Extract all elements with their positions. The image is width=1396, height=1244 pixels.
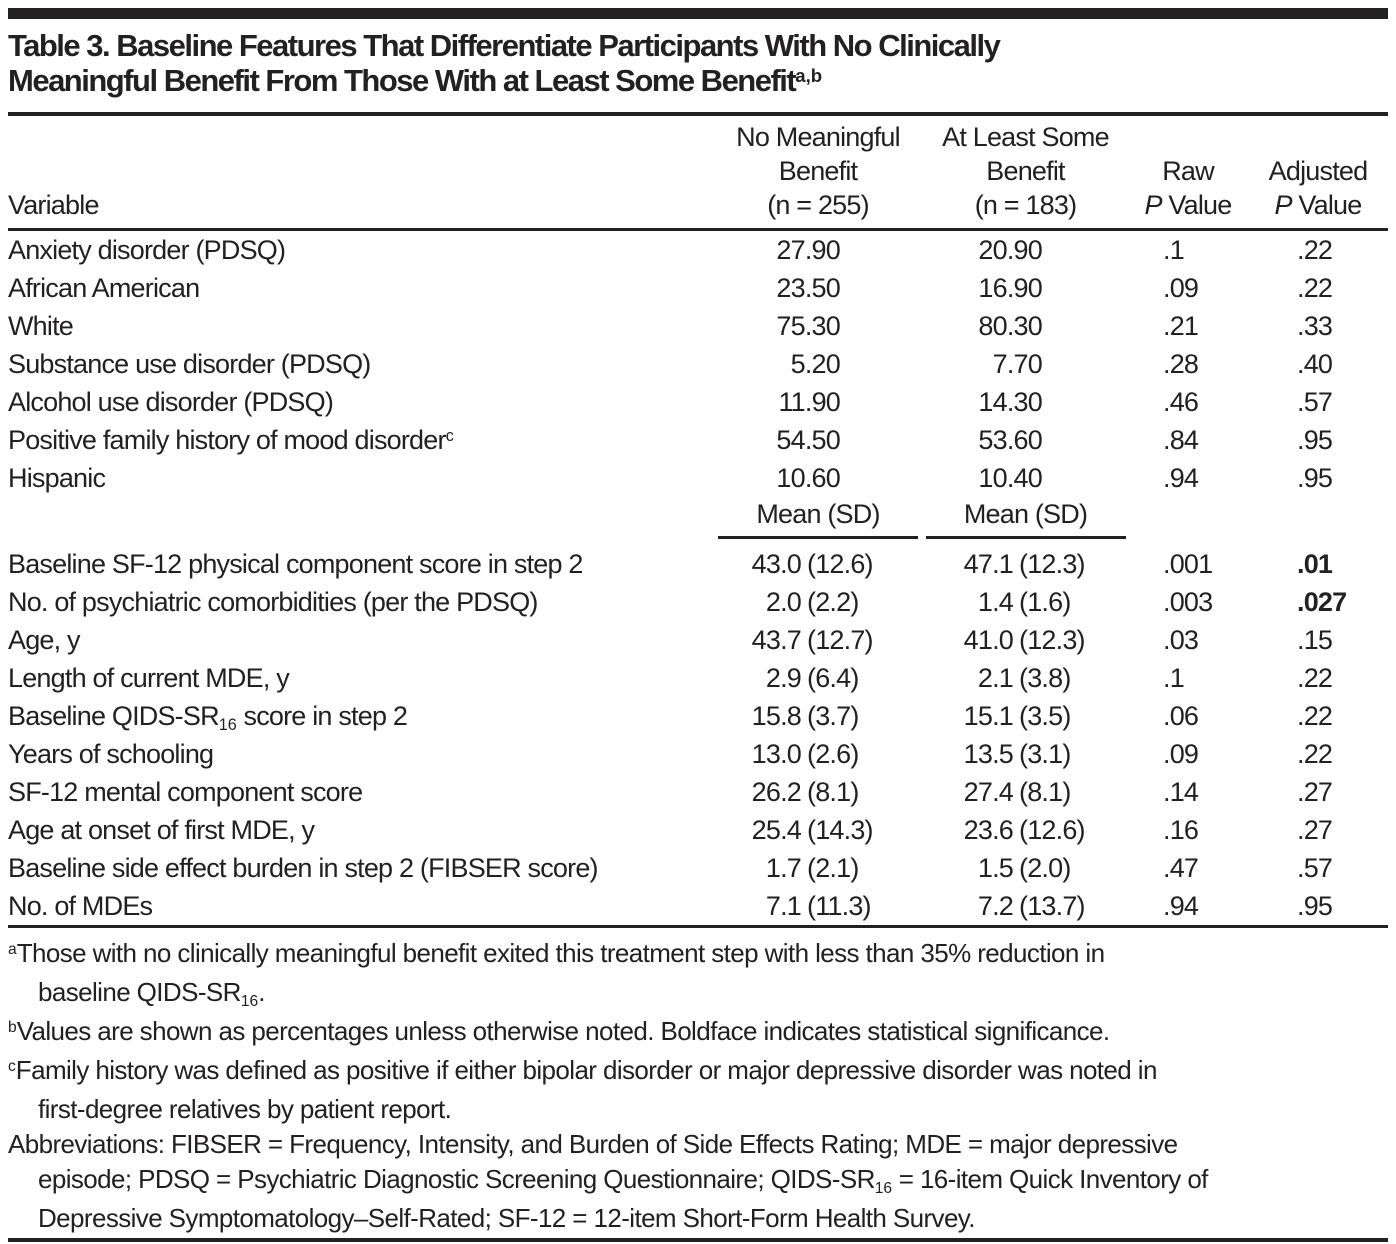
variable-cell [8, 421, 713, 463]
some-benefit-value [923, 849, 1128, 887]
sd-value: (12.6) [1019, 815, 1085, 845]
no-benefit-value: 23.50 [776, 273, 840, 303]
adjusted-p-value: .01 [1297, 549, 1333, 579]
italic-run: P [1144, 190, 1162, 220]
variable-cell [8, 307, 713, 345]
text-run: No. of psychiatric comorbidities (per the PDSQ) [8, 587, 538, 617]
variable-cell [8, 811, 713, 849]
mean-value: 2.1 [977, 663, 1013, 693]
mean-value: 1.5 [977, 853, 1013, 883]
some-benefit-value [923, 583, 1128, 621]
footnote [8, 1053, 1388, 1127]
text-run: first-degree relatives by patient report. [38, 1094, 452, 1124]
table-row [8, 773, 1388, 811]
sd-value: (2.0) [1019, 853, 1071, 883]
some-benefit-value: 16.90 [978, 273, 1042, 303]
column-header-line [1128, 188, 1248, 222]
sd-value: (12.3) [1019, 549, 1085, 579]
title-line [8, 28, 1388, 63]
some-benefit-value [923, 887, 1128, 925]
text-run: baseline QIDS-SR [38, 977, 241, 1007]
adjusted-p-value: .33 [1297, 311, 1333, 341]
text-run: Age, y [8, 625, 80, 655]
text-run: Baseline side effect burden in step 2 (FIBSER score) [8, 853, 598, 883]
no-benefit-value [713, 583, 923, 621]
mean-value: 41.0 [963, 625, 1013, 655]
title-line [8, 63, 1388, 102]
variable-cell [8, 231, 713, 269]
sd-value: (2.1) [807, 853, 859, 883]
table-row [8, 545, 1388, 583]
column-header-line [1128, 154, 1248, 188]
text-run: Adjusted [1268, 156, 1368, 186]
text-run: Alcohol use disorder (PDSQ) [8, 387, 334, 417]
table-row [8, 735, 1388, 773]
adjusted-p-value: .22 [1297, 663, 1333, 693]
column-header-raw-p [1128, 154, 1248, 222]
column-header-line [1248, 154, 1388, 188]
mean-value: 47.1 [963, 549, 1013, 579]
no-benefit-value [713, 773, 923, 811]
footnote-line [8, 1053, 1388, 1092]
sd-value: (12.6) [807, 549, 873, 579]
text-run: Length of current MDE, y [8, 663, 289, 693]
adjusted-p-value: .95 [1297, 463, 1333, 493]
no-benefit-value: 54.50 [776, 425, 840, 455]
no-benefit-value [713, 735, 923, 773]
text-run: Baseline QIDS-SR [8, 701, 219, 731]
text-run: . [258, 977, 265, 1007]
table-title [8, 28, 1388, 102]
raw-p-value: .1 [1163, 663, 1184, 693]
sd-value: (13.7) [1019, 891, 1085, 921]
adjusted-p-value: .22 [1297, 235, 1333, 265]
footnote-line [8, 1162, 1388, 1201]
mean-section [0, 545, 1396, 925]
some-benefit-value: 53.60 [978, 425, 1042, 455]
some-benefit-value: 80.30 [978, 311, 1042, 341]
mean-value: 1.7 [765, 853, 801, 883]
column-header-line: No Meaningful [736, 122, 900, 152]
sd-value: (1.6) [1019, 587, 1071, 617]
raw-p-value: .14 [1163, 777, 1199, 807]
some-benefit-value [923, 811, 1128, 849]
text-run: African American [8, 273, 200, 303]
sd-value: (2.2) [807, 587, 859, 617]
sd-value: (11.3) [807, 891, 871, 921]
percent-section [0, 231, 1396, 497]
no-benefit-value: 27.90 [776, 235, 840, 265]
variable-cell [8, 583, 713, 621]
text-run: Those with no clinically meaningful benefit exited this treatment step with less than 35% reduction in [16, 938, 1105, 968]
raw-p-value: .03 [1163, 625, 1199, 655]
text-run: Value [1291, 190, 1362, 220]
column-header-line: Benefit [986, 156, 1065, 186]
variable-cell [8, 459, 713, 497]
variable-cell [8, 269, 713, 307]
subheader-spacer [8, 499, 713, 545]
variable-cell [8, 887, 713, 925]
raw-p-value: .003 [1163, 587, 1213, 617]
table-row [8, 307, 1388, 345]
table-row [8, 621, 1388, 659]
some-benefit-value: 20.90 [978, 235, 1042, 265]
mean-value: 1.4 [977, 587, 1013, 617]
some-benefit-value: 7.70 [992, 349, 1042, 379]
subheader-spacer [1128, 499, 1248, 545]
footnotes [8, 936, 1388, 1236]
text-run: Value [1161, 190, 1232, 220]
sd-value: (3.7) [807, 701, 859, 731]
column-header-variable [8, 188, 713, 222]
mean-value: 27.4 [963, 777, 1013, 807]
column-header-some-benefit [923, 120, 1128, 222]
text-run: SF-12 mental component score [8, 777, 363, 807]
adjusted-p-value: .22 [1297, 273, 1333, 303]
mean-value: 7.2 [977, 891, 1013, 921]
mean-sd-subheader-row [8, 497, 1388, 545]
sd-value: (12.7) [807, 625, 873, 655]
subscript: 16 [218, 715, 237, 734]
text-run: Abbreviations: FIBSER = Frequency, Intensity, and Burden of Side Effects Rating; MDE = major depressive [8, 1129, 1178, 1159]
superscript: a,b [795, 64, 823, 86]
footnote [8, 1014, 1388, 1053]
variable-cell [8, 345, 713, 383]
text-run: Baseline SF-12 physical component score in step 2 [8, 549, 583, 579]
raw-p-value: .47 [1163, 853, 1199, 883]
subheader-spacer [1248, 499, 1388, 545]
adjusted-p-value: .95 [1297, 425, 1333, 455]
subscript: 16 [874, 1179, 893, 1197]
sd-value: (8.1) [1019, 777, 1071, 807]
raw-p-value: .09 [1163, 739, 1199, 769]
table-row [8, 269, 1388, 307]
no-benefit-value [713, 849, 923, 887]
variable-cell [8, 545, 713, 583]
text-run: episode; PDSQ = Psychiatric Diagnostic Screening Questionnaire; QIDS-SR [38, 1164, 875, 1194]
some-benefit-value [923, 697, 1128, 739]
mean-value: 15.8 [751, 701, 801, 731]
italic-run: P [1274, 190, 1292, 220]
superscript: c [445, 426, 454, 445]
raw-p-value: .06 [1163, 701, 1199, 731]
table-bottom-rule [8, 925, 1388, 928]
table-row [8, 383, 1388, 421]
no-benefit-value [713, 811, 923, 849]
text-run: Values are shown as percentages unless otherwise noted. Boldface indicates statistical significance. [16, 1016, 1110, 1046]
mean-value: 15.1 [963, 701, 1013, 731]
footnote-line [8, 1092, 1388, 1127]
text-run: White [8, 311, 74, 341]
table-row [8, 849, 1388, 887]
footnote-line [8, 936, 1388, 975]
variable-cell [8, 697, 713, 739]
no-benefit-value: 5.20 [790, 349, 840, 379]
column-header-label: Variable [8, 190, 99, 220]
adjusted-p-value: .27 [1297, 815, 1333, 845]
table-row [8, 887, 1388, 925]
no-benefit-value: 11.90 [778, 387, 840, 417]
mean-sd-label: Mean (SD) [926, 499, 1126, 539]
subscript: 16 [240, 992, 259, 1010]
table-row [8, 231, 1388, 269]
adjusted-p-value: .027 [1297, 587, 1347, 617]
table-row [8, 659, 1388, 697]
mean-value: 7.1 [765, 891, 801, 921]
variable-cell [8, 735, 713, 773]
raw-p-value: .84 [1163, 425, 1199, 455]
text-run: Years of schooling [8, 739, 214, 769]
some-benefit-value: 10.40 [978, 463, 1042, 493]
table-row [8, 583, 1388, 621]
adjusted-p-value: .15 [1297, 625, 1333, 655]
raw-p-value: .46 [1163, 387, 1199, 417]
text-run: Age at onset of first MDE, y [8, 815, 315, 845]
text-run: = 16-item Quick Inventory of [892, 1164, 1208, 1194]
abbreviations-note [8, 1127, 1388, 1236]
sd-value: (3.5) [1019, 701, 1071, 731]
sd-value: (2.6) [807, 739, 859, 769]
text-run: Depressive Symptomatology–Self-Rated; SF-12 = 12-item Short-Form Health Survey. [38, 1203, 975, 1233]
footnote-marker: c [8, 1058, 16, 1076]
text-run: Anxiety disorder (PDSQ) [8, 235, 286, 265]
sd-value: (8.1) [807, 777, 859, 807]
mean-sd-label: Mean (SD) [718, 499, 918, 539]
column-header-adjusted-p [1248, 154, 1388, 222]
text-run: Table 3. Baseline Features That Differentiate Participants With No Clinically [8, 28, 1000, 63]
table-header [8, 116, 1388, 228]
no-benefit-value [713, 621, 923, 659]
variable-cell [8, 621, 713, 659]
mean-value: 25.4 [751, 815, 801, 845]
sd-value: (3.1) [1019, 739, 1071, 769]
raw-p-value: .21 [1163, 311, 1199, 341]
sd-value: (3.8) [1019, 663, 1071, 693]
mean-value: 13.5 [963, 739, 1013, 769]
text-run: Raw [1162, 156, 1214, 186]
adjusted-p-value: .22 [1297, 739, 1333, 769]
subheader-some-benefit [923, 499, 1128, 545]
footnote-line [8, 975, 1388, 1014]
footnote [8, 936, 1388, 1014]
top-rule [8, 8, 1388, 19]
mean-value: 2.9 [765, 663, 801, 693]
raw-p-value: .001 [1163, 549, 1213, 579]
mean-value: 23.6 [963, 815, 1013, 845]
sd-value: (12.3) [1019, 625, 1085, 655]
sd-value: (14.3) [807, 815, 873, 845]
column-header-line: At Least Some [942, 122, 1109, 152]
text-run: Substance use disorder (PDSQ) [8, 349, 371, 379]
raw-p-value: .09 [1163, 273, 1199, 303]
footnote-marker: b [8, 1019, 17, 1037]
no-benefit-value [713, 697, 923, 739]
mean-value: 26.2 [751, 777, 801, 807]
raw-p-value: .16 [1163, 815, 1199, 845]
no-benefit-value: 10.60 [776, 463, 840, 493]
text-run: Family history was defined as positive if either bipolar disorder or major depressive disorder was noted in [15, 1055, 1157, 1085]
text-run: score in step 2 [236, 701, 408, 731]
table-row [8, 459, 1388, 497]
some-benefit-value [923, 621, 1128, 659]
column-header-line [1248, 188, 1388, 222]
table-row [8, 811, 1388, 849]
mean-value: 2.0 [765, 587, 801, 617]
adjusted-p-value: .95 [1297, 891, 1333, 921]
variable-cell [8, 849, 713, 887]
adjusted-p-value: .57 [1297, 853, 1333, 883]
some-benefit-value [923, 773, 1128, 811]
footnote-line [8, 1014, 1388, 1053]
subheader-no-benefit [713, 499, 923, 545]
some-benefit-value: 14.30 [978, 387, 1042, 417]
text-run: No. of MDEs [8, 891, 153, 921]
column-header-line: Benefit [778, 156, 858, 186]
no-benefit-value [713, 545, 923, 583]
mean-value: 13.0 [751, 739, 801, 769]
table-row [8, 345, 1388, 383]
text-run: Positive family history of mood disorder [8, 425, 446, 455]
table-row [8, 421, 1388, 459]
adjusted-p-value: .57 [1297, 387, 1333, 417]
mean-value: 43.7 [751, 625, 801, 655]
some-benefit-value [923, 545, 1128, 583]
variable-cell [8, 659, 713, 697]
adjusted-p-value: .22 [1297, 701, 1333, 731]
column-header-line: (n = 255) [767, 190, 869, 220]
text-run: Hispanic [8, 463, 106, 493]
no-benefit-value [713, 659, 923, 697]
bottom-rule [8, 1238, 1388, 1242]
variable-cell [8, 773, 713, 811]
footnote-line [8, 1201, 1388, 1236]
column-header-line: (n = 183) [974, 190, 1077, 220]
some-benefit-value [923, 735, 1128, 773]
mean-value: 43.0 [751, 549, 801, 579]
text-run: Meaningful Benefit From Those With at Least Some Benefit [8, 63, 796, 98]
footnote-marker: a [8, 941, 17, 959]
column-header-no-benefit [713, 120, 923, 222]
no-benefit-value: 75.30 [776, 311, 840, 341]
footnote-line [8, 1127, 1388, 1162]
raw-p-value: .94 [1163, 891, 1199, 921]
raw-p-value: .94 [1163, 463, 1199, 493]
adjusted-p-value: .27 [1297, 777, 1333, 807]
table-row [8, 697, 1388, 735]
raw-p-value: .28 [1163, 349, 1199, 379]
raw-p-value: .1 [1163, 235, 1184, 265]
sd-value: (6.4) [807, 663, 859, 693]
adjusted-p-value: .40 [1297, 349, 1333, 379]
variable-cell [8, 383, 713, 421]
some-benefit-value [923, 659, 1128, 697]
no-benefit-value [713, 887, 923, 925]
